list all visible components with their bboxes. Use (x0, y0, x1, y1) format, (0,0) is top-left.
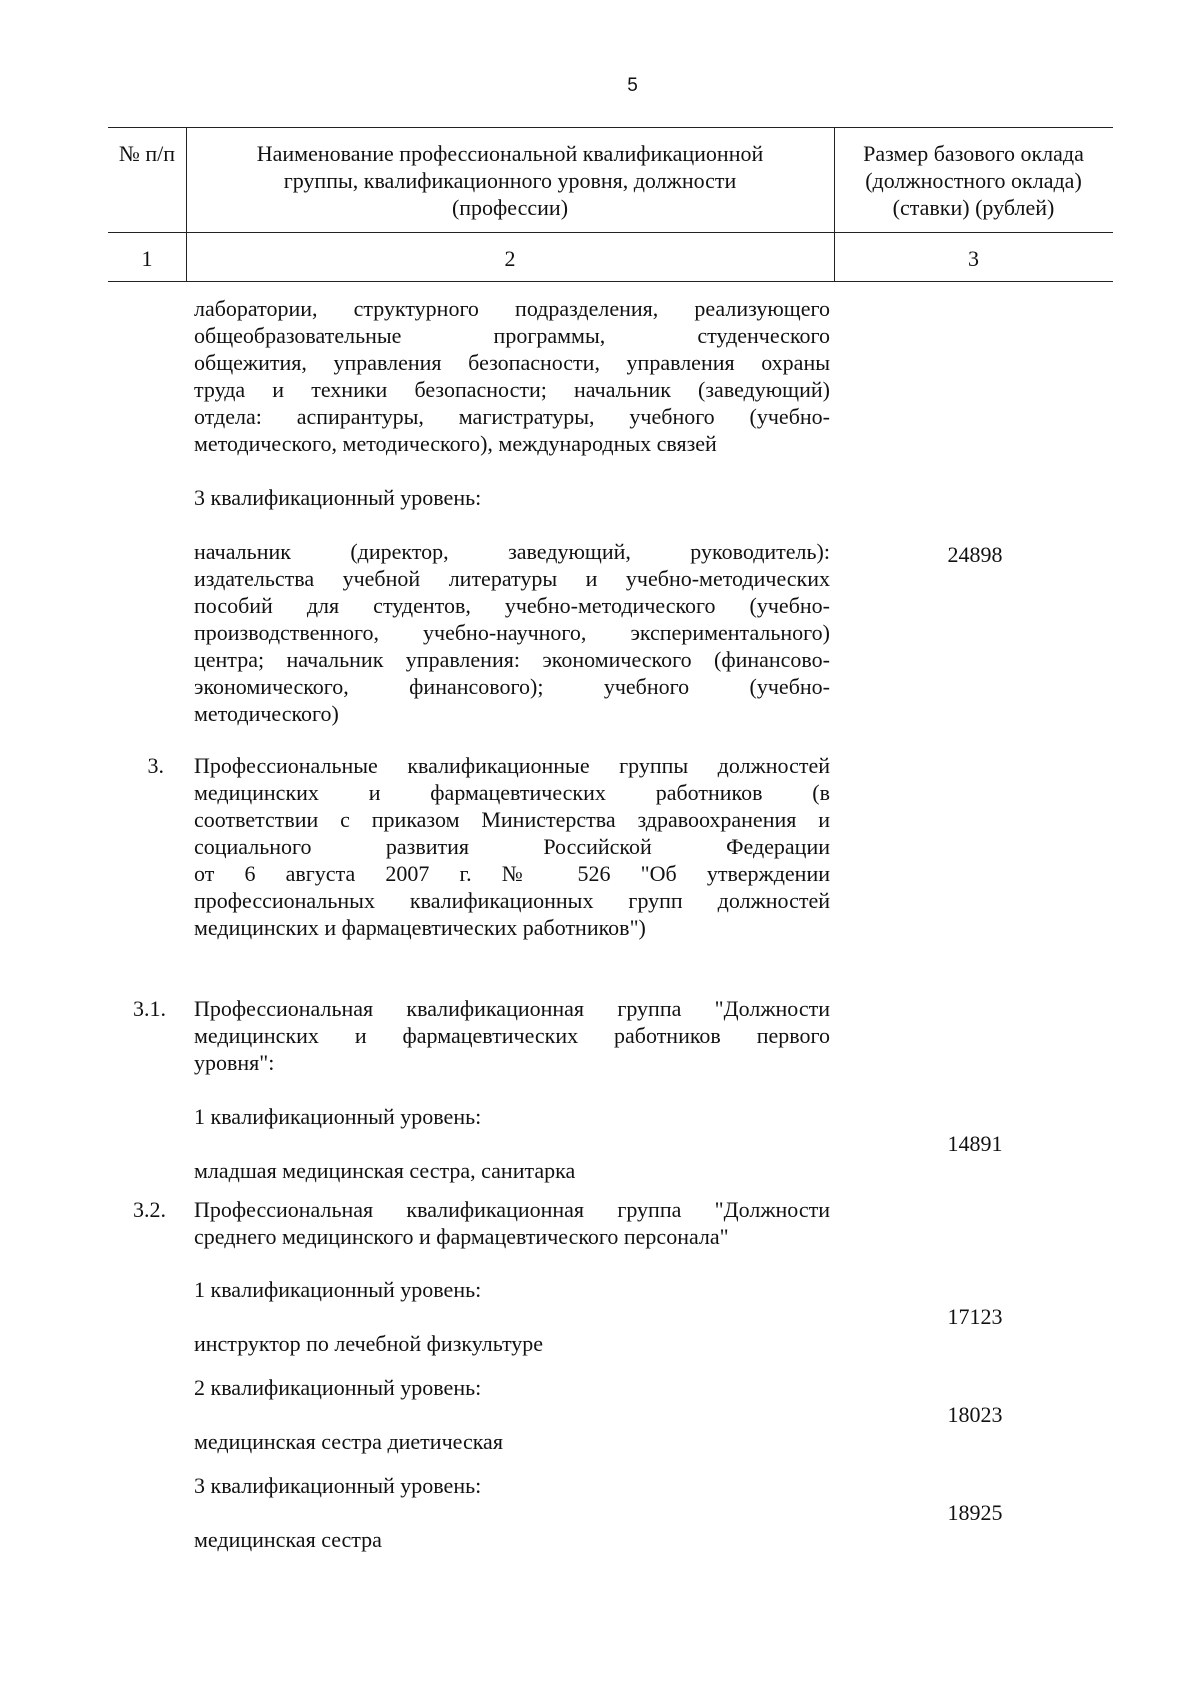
position-list (194, 1526, 830, 1553)
text-line: экономического, финансового); учебного (учебно- (194, 674, 830, 699)
text-line: 3 квалификационный уровень: (194, 1473, 482, 1498)
column-numbers-divider (108, 281, 1113, 282)
text-line: лаборатории, структурного подразделения, реализующего (194, 296, 830, 321)
salary-value: 18023 (947, 1402, 1003, 1427)
text-line: методического, методического), международных связей (194, 431, 717, 456)
section-title (194, 995, 830, 1076)
salary-value: 18925 (947, 1500, 1003, 1525)
text-line: Профессиональная квалификационная группа "Должности (194, 996, 830, 1021)
table-top-border (108, 127, 1113, 128)
text-line: профессиональных квалификационных групп должностей (194, 888, 830, 913)
column-number-1: 1 (141, 246, 153, 271)
text-line: отдела: аспирантуры, магистратуры, учебного (учебно- (194, 404, 830, 429)
level-label (194, 484, 830, 511)
position-list (194, 1330, 830, 1357)
text-line: центра; начальник управления: экономического (финансово- (194, 647, 830, 672)
salary-value: 14891 (947, 1131, 1003, 1156)
text-line: производственного, учебно-научного, экспериментального) (194, 620, 830, 645)
page-number: 5 (627, 75, 638, 96)
salary-value: 24898 (947, 542, 1003, 567)
row-number: 3. (147, 753, 164, 778)
header-col-name-line: Наименование профессиональной квалификационной (256, 141, 764, 166)
header-col-salary-line: Размер базового оклада (863, 141, 1084, 166)
level-label (194, 1472, 830, 1499)
text-line: медицинских и фармацевтических работников (в (194, 780, 830, 805)
level-label (194, 1103, 830, 1130)
position-list (194, 538, 830, 727)
header-col-name-line: группы, квалификационного уровня, должности (283, 168, 737, 193)
text-line: уровня": (194, 1050, 275, 1075)
text-line: 1 квалификационный уровень: (194, 1104, 482, 1129)
header-col-salary-line: (ставки) (рублей) (892, 195, 1055, 220)
text-line: Профессиональные квалификационные группы должностей (194, 753, 830, 778)
text-line: начальник (директор, заведующий, руководитель): (194, 539, 830, 564)
level-label (194, 1276, 830, 1303)
text-line: медицинская сестра диетическая (194, 1429, 503, 1454)
section-title (194, 752, 830, 941)
position-list (194, 1428, 830, 1455)
text-line: 1 квалификационный уровень: (194, 1277, 482, 1302)
text-line: социального развития Российской Федерации (194, 834, 830, 859)
text-line: пособий для студентов, учебно-методического (учебно- (194, 593, 830, 618)
salary-value: 17123 (947, 1304, 1003, 1329)
text-line: Профессиональная квалификационная группа "Должности (194, 1197, 830, 1222)
text-line: медицинских и фармацевтических работников") (194, 915, 646, 940)
header-col-name (186, 140, 834, 221)
section-title (194, 1196, 830, 1250)
text-line: издательства учебной литературы и учебно-методических (194, 566, 830, 591)
text-line: медицинских и фармацевтических работников первого (194, 1023, 830, 1048)
text-line: инструктор по лечебной физкультуре (194, 1331, 544, 1356)
header-col-number: № п/п (118, 141, 176, 166)
header-col-salary-line: (должностного оклада) (865, 168, 1082, 193)
column-number-3: 3 (968, 246, 979, 271)
text-line: общеобразовательные программы, студенческого (194, 323, 830, 348)
header-divider (108, 232, 1113, 233)
text-line: 2 квалификационный уровень: (194, 1375, 482, 1400)
header-col-salary (834, 140, 1113, 221)
text-line: соответствии с приказом Министерства здравоохранения и (194, 807, 830, 832)
text-line: методического) (194, 701, 339, 726)
row-number: 3.1. (133, 996, 166, 1021)
text-line: среднего медицинского и фармацевтического персонала" (194, 1224, 729, 1249)
level-label (194, 1374, 830, 1401)
text-line: медицинская сестра (194, 1527, 382, 1552)
header-col-name-line: (профессии) (451, 195, 569, 220)
row-number: 3.2. (133, 1197, 166, 1222)
column-number-2: 2 (504, 246, 516, 271)
continuation-text (194, 295, 830, 457)
text-line: труда и техники безопасности; начальник (заведующий) (194, 377, 830, 402)
text-line: от 6 августа 2007 г. № 526 "Об утверждении (194, 861, 830, 886)
text-line: общежития, управления безопасности, управления охраны (194, 350, 830, 375)
text-line: младшая медицинская сестра, санитарка (194, 1158, 576, 1183)
position-list (194, 1157, 830, 1184)
text-line: 3 квалификационный уровень: (194, 485, 482, 510)
